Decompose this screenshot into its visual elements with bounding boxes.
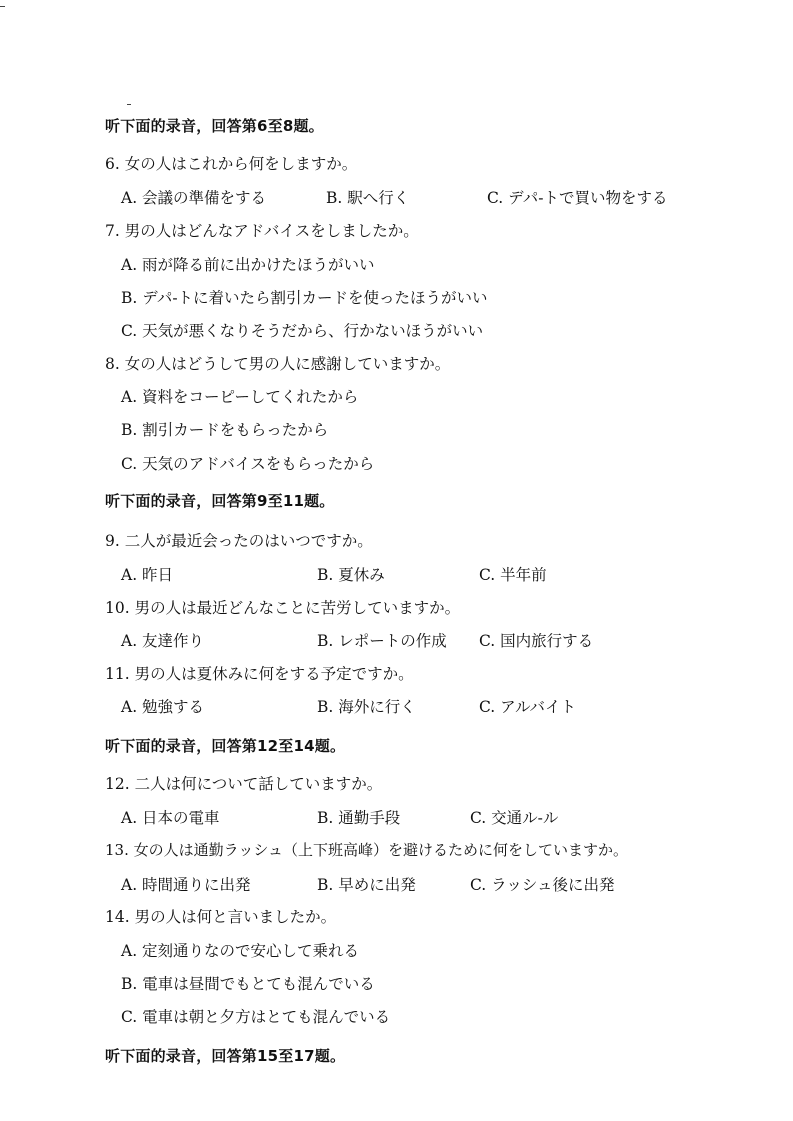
question-10: 10. 男の人は最近どんなことに苦労していますか。: [105, 599, 461, 617]
option-c: C. 天気のアドバイスをもらったから: [121, 455, 375, 473]
option-c: C. ラッシュ後に出発: [470, 876, 615, 894]
option-a: A. 時間通りに出発: [121, 876, 251, 894]
option-b: B. 割引カードをもらったから: [121, 421, 329, 439]
question-12: 12. 二人は何について話していますか。: [105, 775, 383, 793]
option-a: A. 日本の電車: [121, 809, 220, 827]
option-a: A. 資料をコーピーしてくれたから: [121, 388, 359, 406]
corner-mark: [0, 6, 5, 7]
option-b: B. 駅へ行く: [326, 189, 410, 207]
section-heading: 听下面的录音，回答第6至8题。: [105, 117, 324, 135]
section-heading: 听下面的录音，回答第12至14题。: [105, 737, 346, 755]
option-a: A. 雨が降る前に出かけたほうがいい: [121, 256, 375, 274]
option-c: C. 天気が悪くなりそうだから、行かないほうがいい: [121, 322, 484, 340]
question-13: 13. 女の人は通勤ラッシュ（上下班高峰）を避けるために何をしていますか。: [105, 841, 629, 859]
option-c: C. 国内旅行する: [479, 632, 594, 650]
option-a: A. 会議の準備をする: [121, 189, 267, 207]
option-c: C. 半年前: [479, 566, 547, 584]
option-a: A. 昨日: [121, 566, 174, 584]
section-heading: 听下面的录音，回答第9至11题。: [105, 492, 335, 510]
option-c: C. 電車は朝と夕方はとても混んでいる: [121, 1008, 391, 1026]
question-7: 7. 男の人はどんなアドバイスをしましたか。: [105, 222, 419, 240]
question-8: 8. 女の人はどうして男の人に感謝していますか。: [105, 355, 451, 373]
option-a: A. 定刻通りなので安心して乗れる: [121, 942, 360, 960]
section-heading: 听下面的录音，回答第15至17题。: [105, 1047, 346, 1065]
option-c: C. 交通ル-ル: [470, 809, 559, 827]
question-11: 11. 男の人は夏休みに何をする予定ですか。: [105, 665, 414, 683]
option-b: B. レポートの作成: [317, 632, 447, 650]
option-c: C. アルバイト: [479, 698, 576, 716]
small-mark: [127, 104, 131, 105]
option-b: B. 海外に行く: [317, 698, 416, 716]
option-b: B. 通勤手段: [317, 809, 401, 827]
option-b: B. 夏休み: [317, 566, 385, 584]
question-9: 9. 二人が最近会ったのはいつですか。: [105, 532, 373, 550]
option-c: C. デパ-トで買い物をする: [487, 189, 668, 207]
option-a: A. 友達作り: [121, 632, 205, 650]
question-14: 14. 男の人は何と言いましたか。: [105, 908, 337, 926]
option-b: B. 電車は昼間でもとても混んでいる: [121, 975, 375, 993]
question-6: 6. 女の人はこれから何をしますか。: [105, 155, 358, 173]
option-b: B. デパ-トに着いたら割引カードを使ったほうがいい: [121, 289, 488, 307]
option-a: A. 勉強する: [121, 698, 205, 716]
option-b: B. 早めに出発: [317, 876, 416, 894]
